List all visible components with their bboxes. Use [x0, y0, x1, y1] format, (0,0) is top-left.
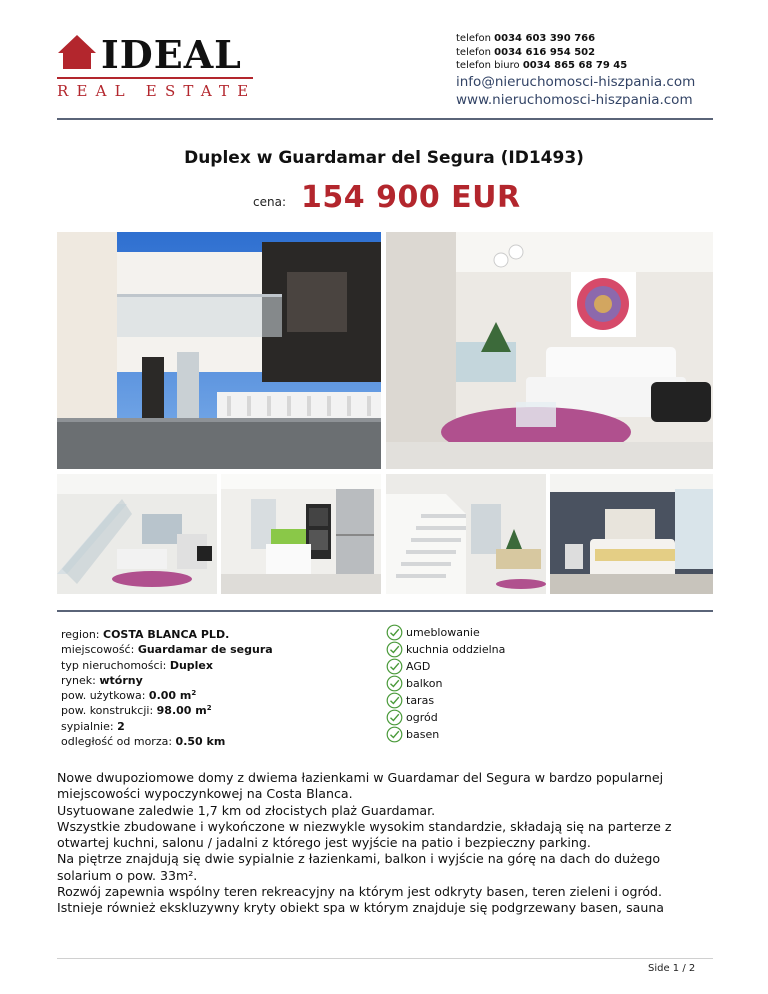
checkmark-circle-icon [386, 726, 403, 743]
description-paragraph: Nowe dwupoziomowe domy z dwiema łazienkami w Guardamar del Segura w bardzo popularnej miejscowości wypoczynkowej na Costa Blanca. [57, 770, 664, 802]
description-paragraph: Istnieje również ekskluzywny kryty obiekt spa w którym znajduje się podgrzewany basen, sauna [57, 900, 665, 916]
phone-line: telefon 0034 603 390 766 [456, 33, 596, 44]
description-paragraph: Rozwój zapewnia wspólny teren rekreacyjny na którym jest odkryty basen, teren zieleni i ogród. [57, 884, 663, 900]
checkmark-circle-icon [386, 675, 403, 692]
description-paragraph: Wszystkie zbudowane i wykończone w niezwykle wysokim standardzie, składają się na parterze z otwartej kuchni, salonu / jadalni z którego jest wyjście na patio i bezpieczny parking. [57, 818, 672, 851]
property-details [61, 627, 273, 749]
footer-divider [57, 958, 713, 959]
detail-type: typ nieruchomości: Duplex [61, 658, 213, 672]
page-number: Side 1 / 2 [648, 963, 696, 974]
website-link[interactable]: www.nieruchomosci-hiszpania.com [456, 91, 693, 108]
logo-subtitle: REAL ESTATE [57, 82, 257, 100]
feature-item: taras [386, 692, 505, 709]
phone-line: telefon 0034 616 954 502 [456, 46, 596, 58]
exterior-terrace-photo[interactable] [57, 232, 381, 469]
detail-region: region: COSTA BLANCA PLD. [61, 628, 230, 641]
checkmark-circle-icon [386, 709, 403, 726]
logo-word: IDEAL [101, 32, 242, 77]
feature-item: AGD [386, 658, 505, 675]
checkmark-circle-icon [386, 692, 403, 709]
checkmark-circle-icon [386, 658, 403, 675]
listing-description [57, 770, 717, 917]
listing-title: Duplex w Guardamar del Segura (ID1493) [184, 148, 584, 168]
email-link[interactable]: info@nieruchomosci-hiszpania.com [456, 73, 696, 90]
feature-item: basen [386, 726, 505, 743]
company-logo [57, 34, 257, 104]
phone-line: telefon biuro 0034 865 68 79 45 [456, 60, 628, 71]
checkmark-circle-icon [386, 641, 403, 658]
section-divider [57, 610, 713, 612]
staircase-living-photo[interactable] [57, 474, 217, 594]
price-value: 154 900 EUR [301, 180, 521, 215]
feature-item: umeblowanie [386, 624, 505, 641]
living-room-photo[interactable] [386, 232, 713, 469]
logo-divider [57, 77, 253, 79]
feature-item: ogród [386, 709, 505, 726]
detail-build-area: pow. konstrukcji: 98.00 $m^2$ [61, 704, 212, 718]
checkmark-circle-icon [386, 624, 403, 641]
detail-bedrooms: sypialnie: 2 [61, 719, 125, 733]
price-label: cena: [253, 195, 286, 209]
feature-item: kuchnia oddzielna [386, 641, 505, 658]
description-paragraph: Usytuowane zaledwie 1,7 km od złocistych plaż Guardamar. [57, 802, 436, 818]
phone-number[interactable]: 0034 616 954 502 [494, 46, 596, 58]
header-divider [57, 118, 713, 120]
phone-number[interactable]: 0034 603 390 766 [494, 33, 596, 44]
kitchen-photo[interactable] [221, 474, 381, 594]
contact-block [456, 32, 695, 109]
feature-item: balkon [386, 675, 505, 692]
detail-market: rynek: wtórny [61, 673, 143, 687]
features-list [386, 624, 505, 743]
bedroom-photo[interactable] [550, 474, 713, 594]
description-paragraph: Na piętrze znajdują się dwie sypialnie z łazienkami, balkon i wyjście na górę na dach do dużego solarium o pow. 33m². [57, 851, 661, 883]
phone-number[interactable]: 0034 865 68 79 45 [522, 60, 628, 71]
house-roof-icon [57, 34, 97, 70]
detail-sea-distance: odległość od morza: 0.50 km [61, 735, 226, 749]
stairs-dining-photo[interactable] [386, 474, 546, 594]
detail-usable-area: pow. użytkowa: 0.00 $m^2$ [61, 689, 197, 703]
detail-town: miejscowość: Guardamar de segura [61, 643, 273, 657]
